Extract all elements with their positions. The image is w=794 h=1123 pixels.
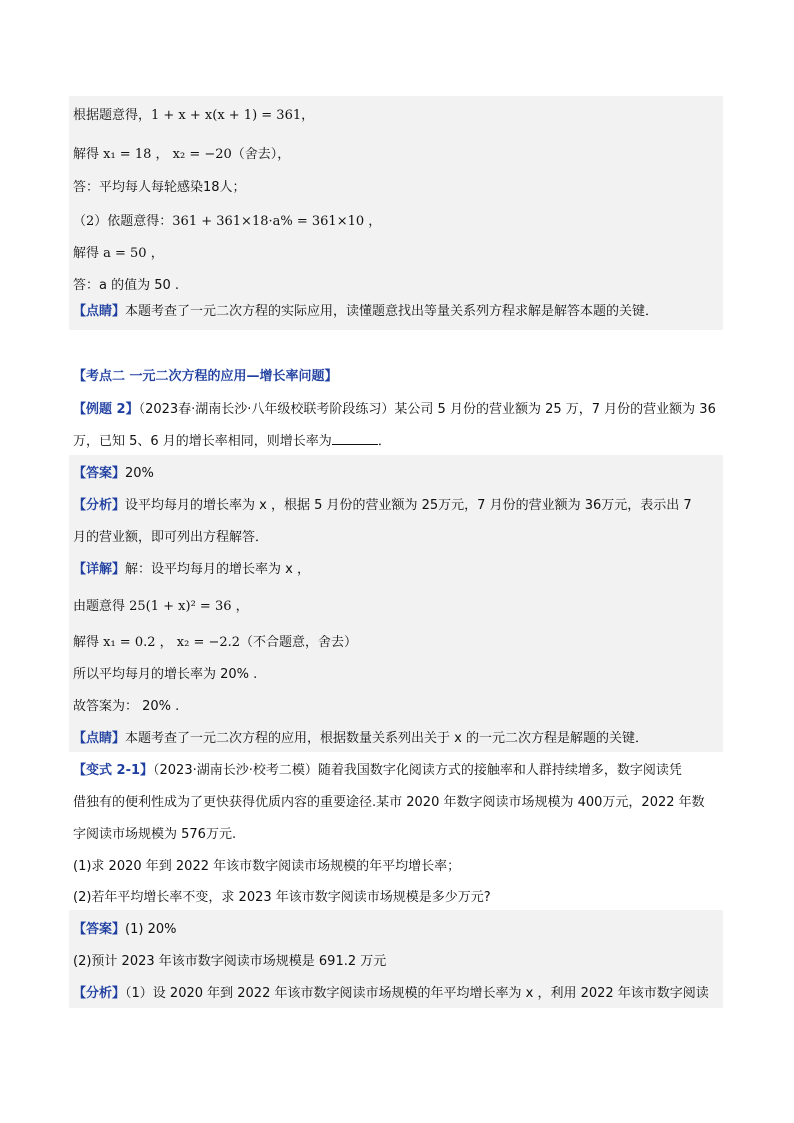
answer-text: 20% [125,466,154,481]
solution-line: 答：a 的值为 50 . [73,278,180,293]
variant-line: 借独有的便利性成为了更快获得优质内容的重要途径.某市 2020 年数字阅读市场规模为 400万元，2022 年数 [73,795,705,810]
example-tag: 【例题 2】 [73,402,139,417]
detail-line: 解得 x₁ = 0.2 ， x₂ = −2.2（不合题意，舍去） [73,635,358,650]
detail-tag: 【详解】 [73,562,126,577]
example-text: 万，已知 5、6 月的增长率相同，则增长率为 [73,434,332,449]
solution-line: 答：平均每人每轮感染18人； [73,180,246,195]
answer-blank [332,432,378,445]
analysis-text: （1）设 2020 年到 2022 年该市数字阅读市场规模的年平均增长率为 x ，利用 2022 年该市数字阅读 [125,986,709,1001]
analysis-tag: 【分析】 [73,986,126,1001]
answer-line [73,465,154,483]
example-line [73,432,391,451]
detail-line: 由题意得 25(1 + x)² = 36 ， [73,599,249,614]
pointer-line [73,303,658,321]
detail-line: 所以平均每月的增长率为 20% . [73,667,258,682]
pointer-tag: 【点睛】 [73,304,126,319]
solution-line: 解得 a = 50 ， [73,246,164,261]
detail-line [73,561,310,579]
analysis-tag: 【分析】 [73,498,126,513]
pointer-text: 本题考查了一元二次方程的应用，根据数量关系列出关于 x 的一元二次方程是解题的关键． [125,731,648,746]
solution-line: 解得 x₁ = 18 ， x₂ = −20（舍去）， [73,147,291,162]
analysis-line [73,985,709,1003]
variant-tag: 【变式 2-1】 [73,763,154,778]
answer-line: (2)预计 2023 年该市数字阅读市场规模是 691.2 万元 [73,954,387,969]
detail-text: 解：设平均每月的增长率为 x ， [125,562,310,577]
variant-line [73,762,682,780]
example-text: ． [377,434,391,449]
question-line: (2)若年平均增长率不变，求 2023 年该市数字阅读市场规模是多少万元? [73,890,491,905]
example-text: （2023春·湖南长沙·八年级校联考阶段练习）某公司 5 月份的营业额为 25 万，7 月份的营业额为 36 [138,402,716,417]
example-line [73,401,716,419]
variant-line: 字阅读市场规模为 576万元. [73,827,237,842]
detail-line: 故答案为： 20% . [73,699,180,714]
solution-line: 根据题意得，1 + x + x(x + 1) = 361， [73,108,315,123]
answer-tag: 【答案】 [73,466,126,481]
analysis-text: 设平均每月的增长率为 x ，根据 5 月份的营业额为 25万元，7 月份的营业额为 36万元，表示出 7 [125,498,692,513]
analysis-line [73,497,692,515]
question-line: (1)求 2020 年到 2022 年该市数字阅读市场规模的年平均增长率； [73,859,461,874]
solution-line: （2）依题意得：361 + 361×18·a% = 361×10 ， [73,214,382,229]
pointer-text: 本题考查了一元二次方程的实际应用，读懂题意找出等量关系列方程求解是解答本题的关键． [125,304,659,319]
variant-text: （2023·湖南长沙·校考二模）随着我国数字化阅读方式的接触率和人群持续增多，数字阅读凭 [153,763,682,778]
analysis-line: 月的营业额，即可列出方程解答． [73,530,269,545]
answer-text: (1) 20% [125,922,177,937]
answer-line [73,921,176,939]
section-heading: 【考点二 一元二次方程的应用—增长率问题】 [73,369,338,384]
pointer-line [73,730,648,748]
pointer-tag: 【点睛】 [73,731,126,746]
answer-tag: 【答案】 [73,922,126,937]
